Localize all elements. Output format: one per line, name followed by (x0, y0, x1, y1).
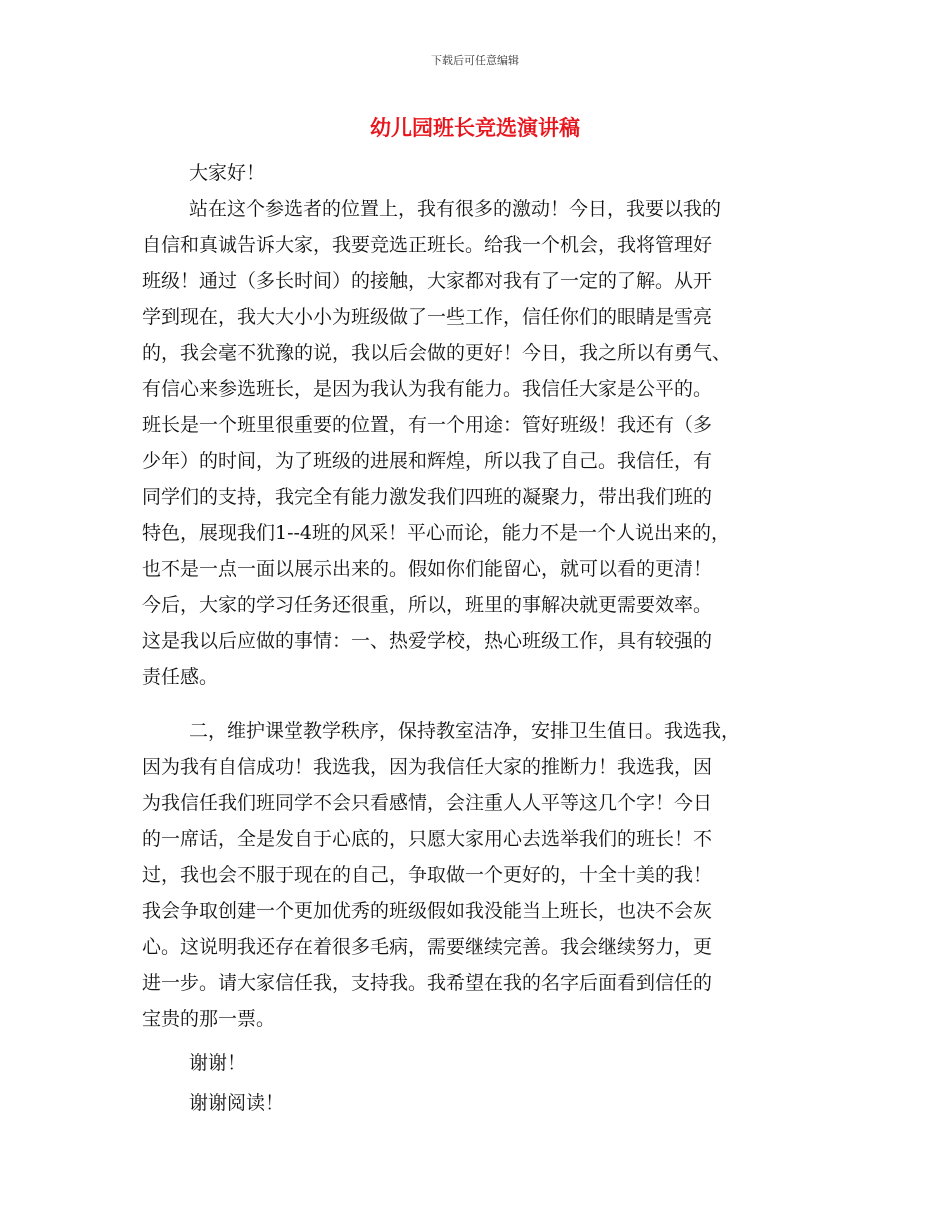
body-line: 今后，大家的学习任务还很重，所以，班里的事解决就更需要效率。 (142, 594, 713, 616)
body-line: 班级！通过（多长时间）的接触，大家都对我有了一定的了解。从开 (142, 270, 713, 292)
body-line: 因为我有自信成功！我选我，因为我信任大家的推断力！我选我，因 (142, 756, 713, 778)
body-line: 学到现在，我大大小小为班级做了一些工作，信任你们的眼睛是雪亮 (142, 306, 713, 328)
body-line: 宝贵的那一票。 (142, 1008, 276, 1030)
body-line: 过，我也会不服于现在的自己，争取做一个更好的，十全十美的我！ (142, 864, 713, 886)
body-line: 少年）的时间，为了班级的进展和辉煌，所以我了自己。我信任，有 (142, 450, 713, 472)
body-line: 的，我会毫不犹豫的说，我以后会做的更好！今日，我之所以有勇气、 (142, 342, 732, 364)
body-line: 我会争取创建一个更加优秀的班级假如我没能当上班长，也决不会灰 (142, 900, 713, 922)
body-line: 进一步。请大家信任我，支持我。我希望在我的名字后面看到信任的 (142, 972, 713, 994)
body-line: 同学们的支持，我完全有能力激发我们四班的凝聚力，带出我们班的 (142, 486, 713, 508)
body-line: 也不是一点一面以展示出来的。假如你们能留心，就可以看的更清！ (142, 558, 713, 580)
page-header: 下载后可任意编辑 (431, 54, 519, 67)
document-title: 幼儿园班长竞选演讲稿 (370, 115, 580, 140)
body-line: 的一席话，全是发自于心底的，只愿大家用心去选举我们的班长！不 (142, 828, 713, 850)
body-line: 有信心来参选班长，是因为我认为我有能力。我信任大家是公平的。 (142, 378, 713, 400)
body-line: 二，维护课堂教学秩序，保持教室洁净，安排卫生值日。我选我， (189, 720, 741, 742)
body-line: 特色，展现我们1--4班的风采！平心而论，能力不是一个人说出来的， (142, 522, 731, 544)
body-line: 心。这说明我还存在着很多毛病，需要继续完善。我会继续努力，更 (142, 936, 713, 958)
body-line: 站在这个参选者的位置上，我有很多的激动！今日，我要以我的 (189, 198, 722, 220)
body-line: 为我信任我们班同学不会只看感情，会注重人人平等这几个字！今日 (142, 792, 713, 814)
closing-thanks-for-reading: 谢谢阅读！ (189, 1092, 285, 1114)
body-line: 自信和真诚告诉大家，我要竞选正班长。给我一个机会，我将管理好 (142, 234, 713, 256)
closing-thanks: 谢谢！ (189, 1052, 247, 1074)
body-line: 大家好！ (189, 162, 266, 184)
body-line: 责任感。 (142, 666, 219, 688)
body-line: 这是我以后应做的事情：一、热爱学校，热心班级工作，具有较强的 (142, 630, 713, 652)
body-line: 班长是一个班里很重要的位置，有一个用途：管好班级！我还有（多 (142, 414, 713, 436)
